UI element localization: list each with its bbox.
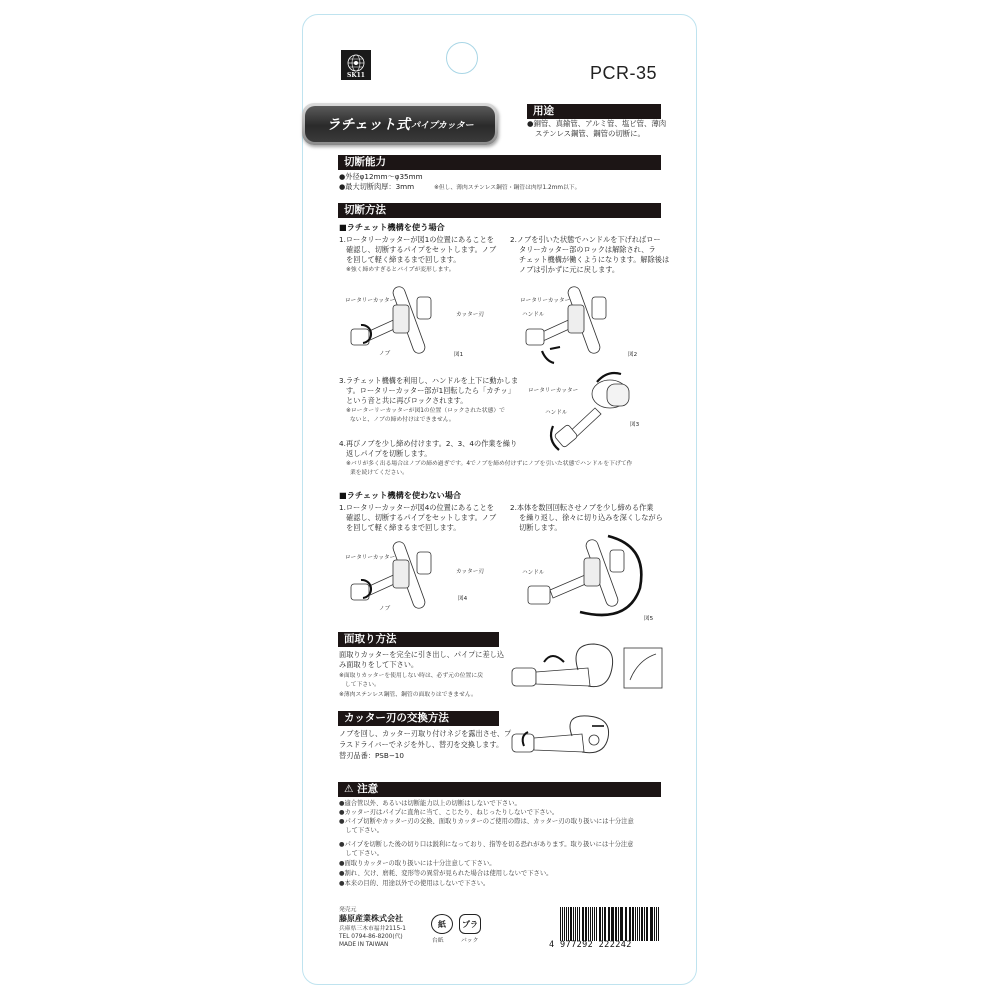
caution-item-6: ●割れ、欠け、磨耗、変形等の異常が見られた場合は使用しないで下さい。	[339, 870, 553, 877]
caution-item-3-cont: して下さい。	[339, 827, 384, 834]
ratchet-step3-line3: という音と共に再びロックされます。	[346, 396, 468, 405]
capacity-note: ※但し、薄肉ステンレス鋼管・鋼管は肉厚1.2mm以下。	[434, 185, 581, 191]
product-title-sub: パイプカッター	[411, 120, 474, 131]
chamfer-note2: ※薄肉ステンレス鋼管、鋼管の面取りはできません。	[339, 692, 477, 698]
no-ratchet-step2-line3: 切断します。	[519, 523, 562, 532]
caution-heading	[338, 782, 661, 797]
hang-hole	[446, 42, 478, 74]
ratchet-step2-line3: チェット機構が働くようになります。解除後は	[519, 255, 670, 264]
plastic-recycle-label: パック	[461, 938, 479, 944]
no-ratchet-step2-line2: を繰り返し、徐々に切り込みを深くしながら	[519, 513, 663, 522]
caution-item-7: ●本来の目的、用途以外での使用はしないで下さい。	[339, 880, 490, 887]
company-name: 藤原産業株式会社	[339, 914, 403, 923]
fig3-caption: 図3	[630, 422, 640, 428]
capacity-heading: 切断能力	[338, 155, 661, 170]
barcode-number: 4 977292 222242	[549, 940, 632, 950]
no-ratchet-step2-line1: 2.本体を数回回転させノブを少し締める作業	[510, 503, 654, 512]
usage-text-1: ●銅管、真鍮管、アルミ管、塩ビ管、薄肉	[527, 119, 667, 128]
blade-replace-heading: カッター刃の交換方法	[338, 711, 499, 726]
fig4-label-blade: カッター刃	[456, 569, 484, 575]
ratchet-step3-line2: す。ロータリーカッター部が1回転したら「カチッ」	[346, 386, 515, 395]
caution-item-3: ●パイプ切断やカッター刃の交換、面取りカッターのご使用の際は、カッター刃の取り扱いには十分注意	[339, 818, 634, 825]
plastic-recycle-icon: プラ	[459, 914, 481, 934]
paper-recycle-icon: 紙	[431, 914, 453, 934]
fig2-label-rotary: ロータリーカッター	[520, 298, 571, 304]
ratchet-step3-note-2: ないと、ノブの締め付けはできません。	[350, 417, 455, 423]
chamfer-heading: 面取り方法	[338, 632, 499, 647]
warning-icon: ⚠	[344, 783, 354, 795]
barcode	[560, 907, 660, 941]
ratchet-step2-line1: 2.ノブを引いた状態でハンドルを下げればロー	[510, 235, 661, 244]
blade-part-number: 替刃品番：PSB−10	[339, 751, 404, 760]
ratchet-step4-line2: 返しパイプを切断します。	[346, 449, 432, 458]
ratchet-step1-line2: 確認し、切断するパイプをセットします。ノブ	[346, 245, 497, 254]
ratchet-step1-line1: 1.ロータリーカッターが図1の位置にあることを	[339, 235, 494, 244]
product-title-main: ラチェット式	[326, 117, 411, 133]
globe-icon	[341, 50, 371, 80]
caution-item-4: ●パイプを切断した後の切り口は鋭利になっており、指等を切る恐れがあります。取り扱いには十分注意	[339, 841, 634, 848]
figure-1-illustration	[345, 283, 465, 363]
chamfer-note1-2: して下さい。	[345, 682, 380, 688]
ratchet-use-subheading: ■ラチェット機構を使う場合	[339, 222, 445, 232]
fig5-label-handle: ハンドル	[522, 570, 545, 576]
fig1-label-knob: ノブ	[379, 351, 391, 357]
figure-4-illustration	[345, 538, 468, 618]
chamfer-text-1: 面取りカッターを完全に引き出し、パイプに差し込	[339, 650, 505, 659]
caution-item-4-cont: して下さい。	[339, 850, 384, 857]
ratchet-step1-line3: を回して軽く締まるまで回します。	[346, 255, 461, 264]
chamfer-text-2: み面取りをして下さい。	[339, 660, 419, 669]
fig1-label-blade: カッター刃	[456, 312, 484, 318]
product-title-badge	[302, 103, 498, 145]
caution-item-2: ●カッター刃はパイプに直角に当て、こじたり、ねじったりしないで下さい。	[339, 809, 559, 816]
ratchet-step4-note-2: 業を続けてください。	[350, 470, 408, 476]
capacity-max-thickness: ●最大切断肉厚：3mm	[339, 182, 415, 191]
sk11-logo	[341, 50, 371, 80]
blade-replace-text-1: ノブを回し、カッター刃取り付けネジを露出させ、プ	[339, 729, 512, 738]
blade-replace-illustration	[508, 712, 628, 767]
fig2-label-handle: ハンドル	[522, 312, 545, 318]
usage-text-2: ステンレス鋼管、鋼管の切断に。	[535, 129, 645, 138]
company-address: 兵庫県三木市福井2115-1	[339, 926, 406, 932]
ratchet-step4-note-1: ※バリが多く出る場合はノブの締め過ぎです。4でノブを締め付けずにノブを引いた状態でハンドルを下げて作	[346, 461, 633, 467]
fig4-caption: 図4	[458, 596, 468, 602]
no-ratchet-step1-line3: を回して軽く締まるまで回します。	[346, 523, 461, 532]
ratchet-step2-line4: ノブは引かずに元に戻します。	[519, 265, 620, 274]
method-heading: 切断方法	[338, 203, 661, 218]
fig5-caption: 図5	[644, 616, 654, 622]
caution-heading-label: 注意	[357, 783, 379, 795]
ratchet-step3-note-1: ※ローターリーカッターが図1の位置（ロックされた状態）で	[346, 408, 505, 414]
no-ratchet-step1-line2: 確認し、切断するパイプをセットします。ノブ	[346, 513, 497, 522]
svg-text:SK11: SK11	[347, 72, 365, 79]
no-ratchet-step1-line1: 1.ロータリーカッターが図4の位置にあることを	[339, 503, 494, 512]
ratchet-step4-line1: 4.再びノブを少し締め付けます。2、3、4の作業を繰り	[339, 439, 518, 448]
usage-heading: 用途	[527, 104, 661, 119]
figure-5-illustration	[520, 532, 660, 622]
fig1-caption: 図1	[454, 352, 464, 358]
ratchet-no-use-subheading: ■ラチェット機構を使わない場合	[339, 490, 462, 500]
ratchet-step2-line2: タリーカッター部のロックは解除され、ラ	[519, 245, 656, 254]
fig4-label-rotary: ロータリーカッター	[345, 555, 396, 561]
distributor-label: 発売元	[339, 907, 357, 913]
paper-recycle-label: 台紙	[432, 938, 444, 944]
fig2-caption: 図2	[628, 352, 638, 358]
caution-item-1: ●適合管以外、あるいは切断能力以上の切断はしないで下さい。	[339, 800, 521, 807]
capacity-outer-diameter: ●外径φ12mm〜φ35mm	[339, 172, 423, 181]
ratchet-step1-note: ※強く締めすぎるとパイプが変形します。	[346, 267, 455, 273]
fig3-label-handle: ハンドル	[545, 410, 568, 416]
fig4-label-knob: ノブ	[379, 606, 391, 612]
caution-item-5: ●面取りカッターの取り扱いには十分注意して下さい。	[339, 860, 496, 867]
model-number: PCR-35	[590, 63, 658, 83]
fig1-label-rotary: ロータリーカッター	[345, 298, 396, 304]
fig3-label-rotary: ロータリーカッター	[528, 388, 579, 394]
chamfer-note1-1: ※面取りカッターを使用しない時は、必ず元の位置に戻	[339, 673, 483, 679]
blade-replace-text-2: ラスドライバーでネジを外し、替刃を交換します。	[339, 740, 504, 749]
company-tel: TEL 0794-86-8200(代)	[339, 934, 403, 940]
made-in: MADE IN TAIWAN	[339, 942, 389, 948]
ratchet-step3-line1: 3.ラチェット機構を利用し、ハンドルを上下に動かしま	[339, 376, 519, 385]
chamfer-illustration	[508, 640, 668, 700]
